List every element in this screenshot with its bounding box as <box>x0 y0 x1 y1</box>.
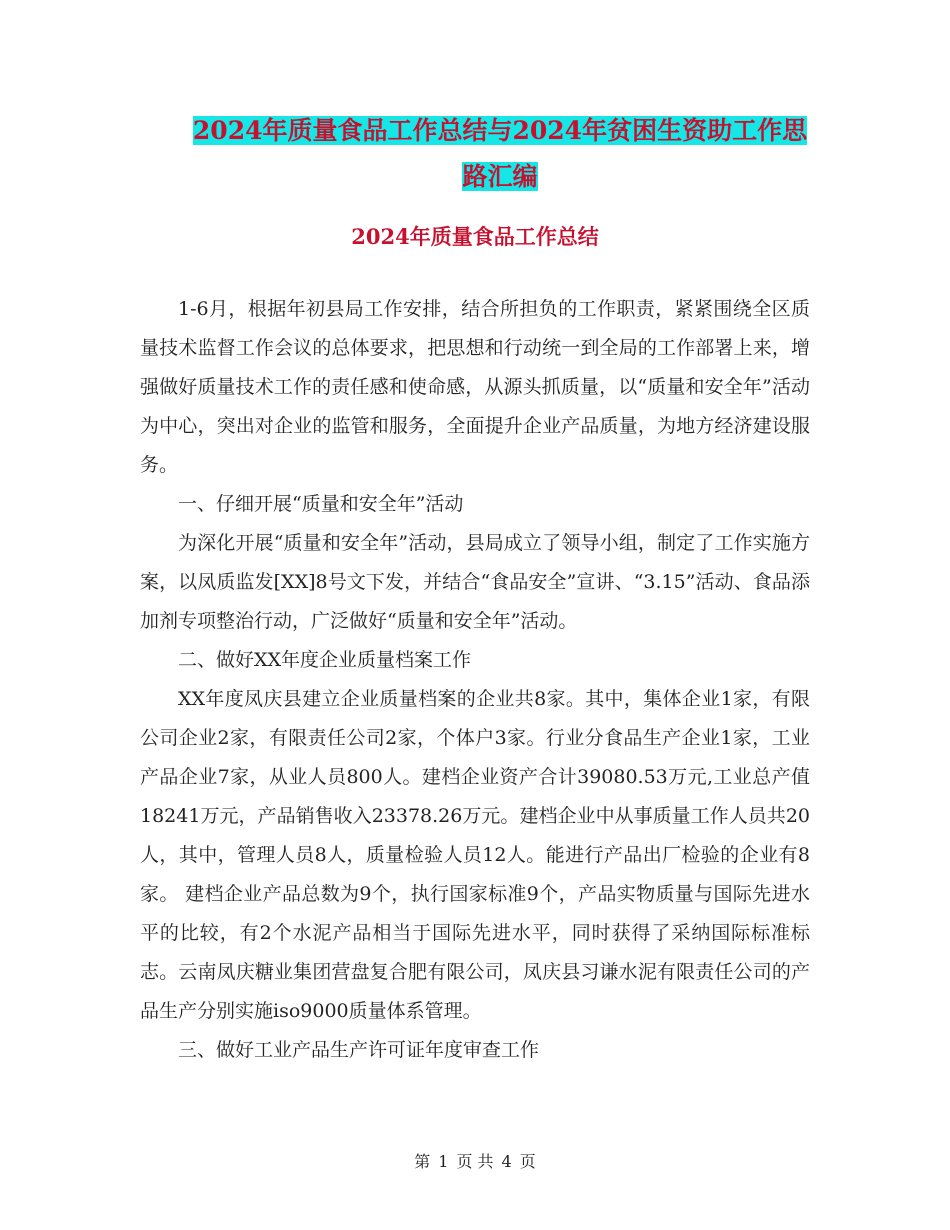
paragraph-item-1: 为深化开展“质量和安全年”活动，县局成立了领导小组，制定了工作实施方案，以凤质监发[XX]8号文下发，并结合“食品安全”宣讲、“3.15”活动、食品添加剂专项整治行动，广泛做好“质量和安全年”活动。 <box>140 532 810 632</box>
heading-item-3: 三、做好工业产品生产许可证年度审查工作 <box>178 1039 540 1061</box>
document-title-line1: 2024年质量食品工作总结与2024年贫困生资助工作思 <box>192 116 808 145</box>
heading-item-1: 一、仔细开展“质量和安全年”活动 <box>178 493 464 515</box>
document-body <box>140 290 810 1070</box>
section-title: 2024年质量食品工作总结 <box>351 224 599 249</box>
paragraph-intro: 1-6月，根据年初县局工作安排，结合所担负的工作职责，紧紧围绕全区质量技术监督工作会议的总体要求，把思想和行动统一到全局的工作部署上来，增强做好质量技术工作的责任感和使命感，从源头抓质量，以“质量和安全年”活动为中心，突出对企业的监管和服务，全面提升企业产品质量，为地方经济建设服务。 <box>140 298 810 476</box>
paragraph-item-2: XX年度凤庆县建立企业质量档案的企业共8家。其中，集体企业1家，有限公司企业2家，有限责任公司2家，个体户3家。行业分食品生产企业1家，工业产品企业7家，从业人员800人。建档企业资产合计39080.53万元,工业总产值18241万元，产品销售收入23378.26万元。建档企业中从事质量工作人员共20人，其中，管理人员8人，质量检验人员12人。能进行产品出厂检验的企业有8家。 建档企业产品总数为9个，执行国家标准9个，产品实物质量与国际先进水平的比较，有2个水泥产品相当于国际先进水平，同时获得了采纳国际标准标志。云南凤庆糖业集团营盘复合肥有限公司，凤庆县习谦水泥有限责任公司的产品生产分别实施iso9000质量体系管理。 <box>140 688 810 1022</box>
footer-total-pages: 4 <box>501 1152 512 1171</box>
document-title <box>140 108 860 200</box>
heading-item-2: 二、做好XX年度企业质量档案工作 <box>178 649 472 671</box>
page-footer <box>0 1150 950 1174</box>
footer-suffix: 页 <box>519 1152 536 1171</box>
footer-middle: 页 共 <box>456 1152 494 1171</box>
footer-prefix: 第 <box>414 1152 431 1171</box>
document-title-line2: 路汇编 <box>462 162 538 191</box>
footer-current-page: 1 <box>438 1152 449 1171</box>
